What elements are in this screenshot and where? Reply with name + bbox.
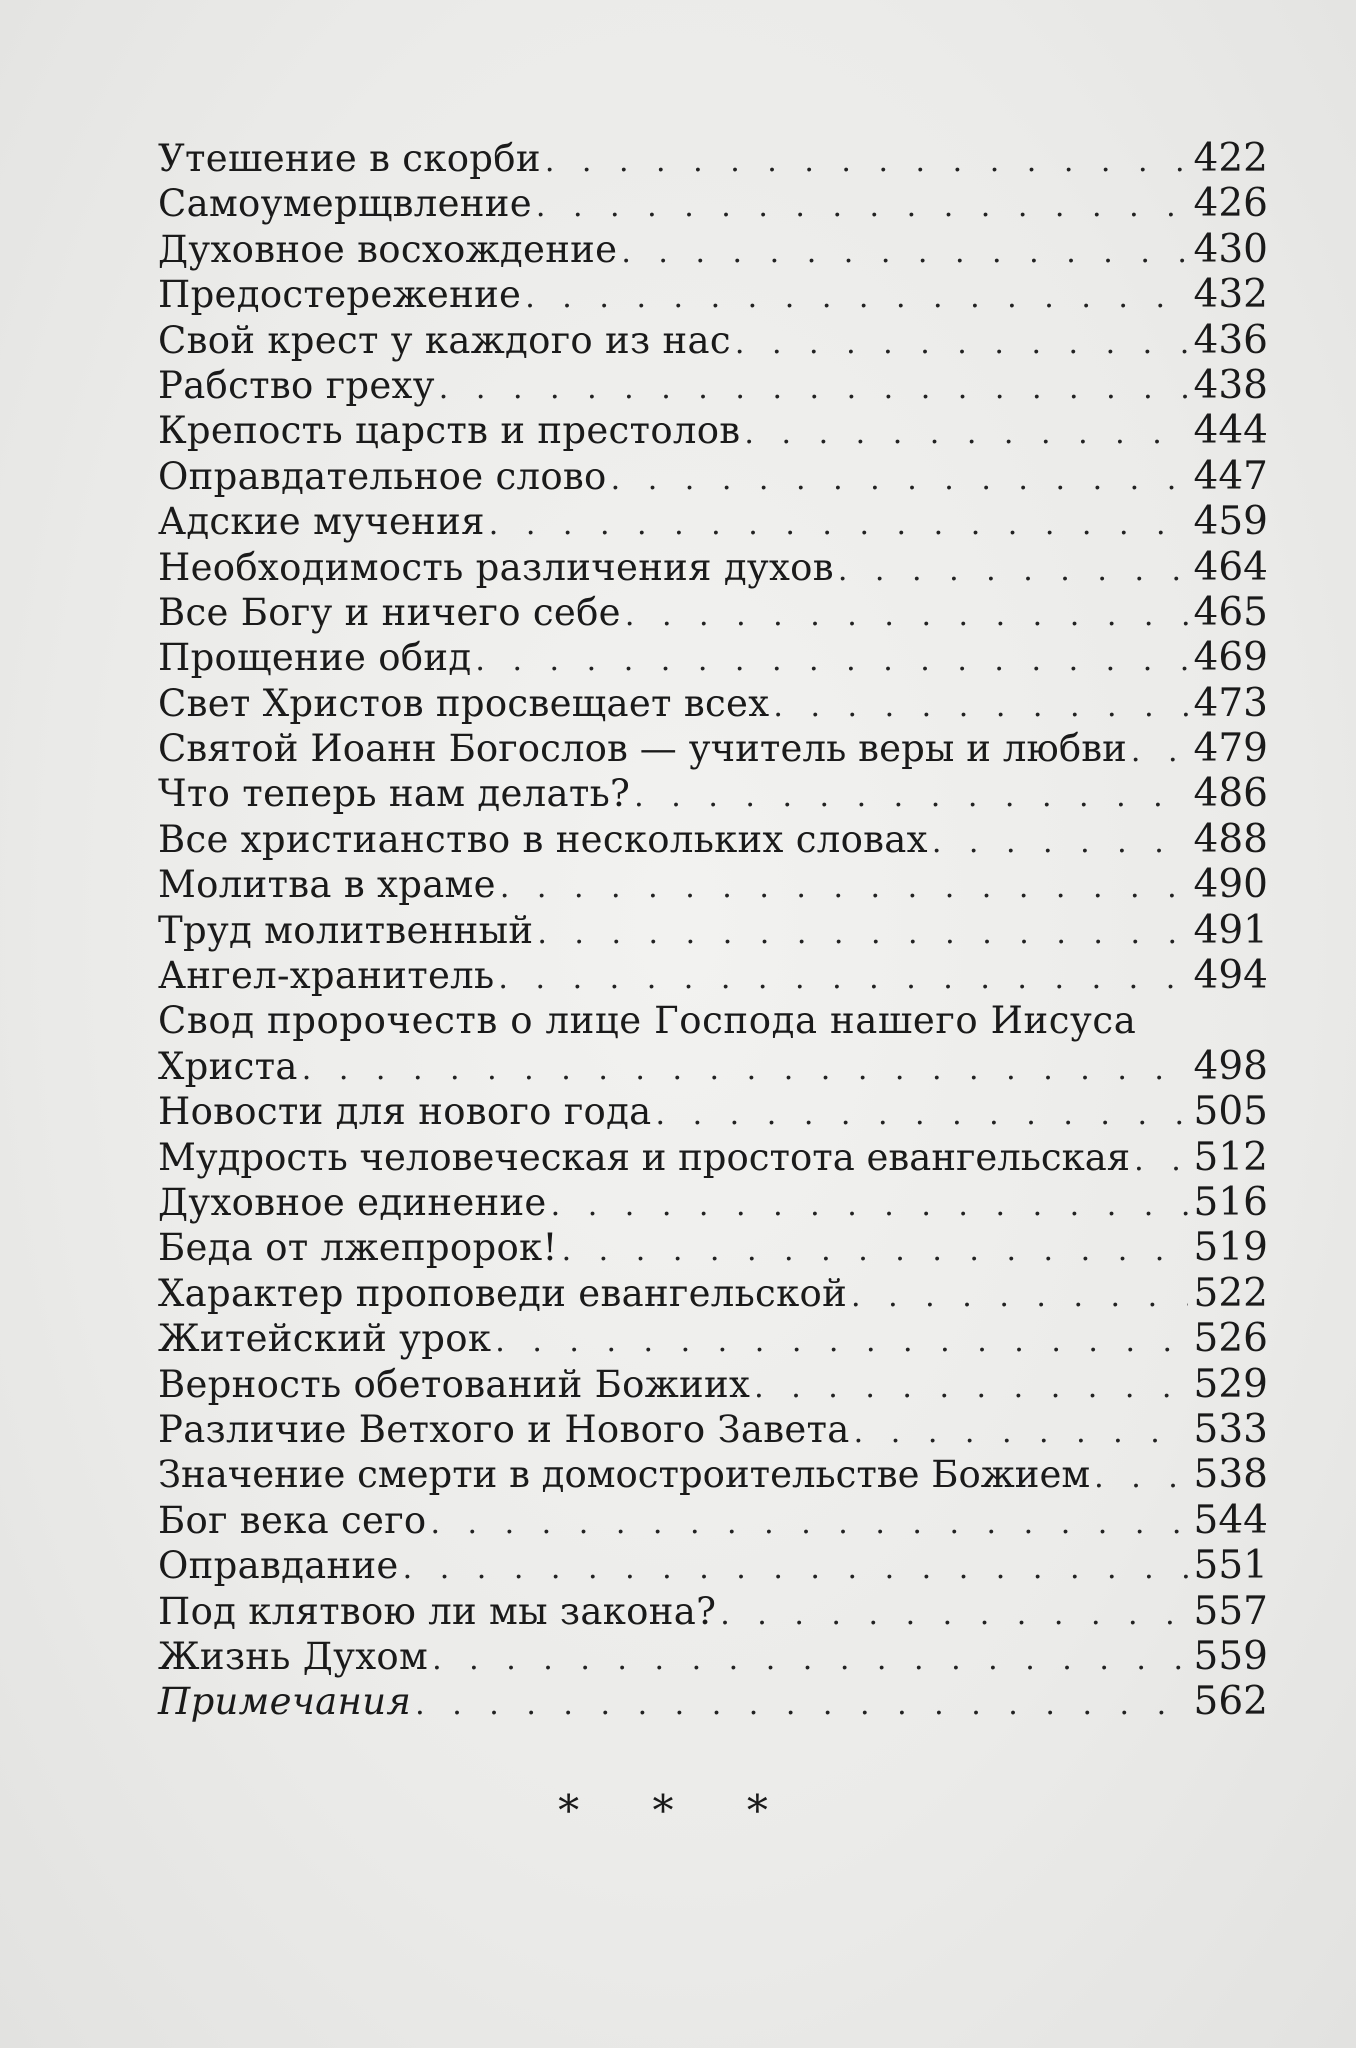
toc-entry[interactable] [158,1543,1268,1588]
toc-entry-title: Различие Ветхого и Нового Завета [158,1407,850,1451]
toc-entry[interactable] [158,590,1268,635]
toc-entry-title: Утешение в скорби [158,137,541,180]
toc-entry-title: Свой крест у каждого из нас [158,318,731,362]
dot-leader [854,1410,1188,1455]
toc-entry[interactable] [158,1225,1268,1270]
toc-entry[interactable] [158,227,1268,272]
toc-entry-title: Необходимость различения духов [158,545,834,589]
toc-entry-page: 465 [1193,589,1268,635]
toc-entry-page: 438 [1193,362,1268,408]
dot-leader [1131,729,1188,774]
toc-entry-page: 544 [1193,1497,1268,1543]
toc-entry[interactable] [158,318,1268,363]
toc-entry-title: Жизнь Духом [158,1634,429,1678]
toc-entry-title: Адские мучения [158,500,485,544]
toc-entry[interactable] [158,681,1268,726]
toc-entry-title: Духовное восхождение [158,227,618,271]
toc-entry-page: 426 [1193,181,1268,227]
toc-entry[interactable] [158,136,1268,181]
toc-entry-title: Предостережение [158,273,522,317]
dot-leader [536,184,1188,229]
table-of-contents [158,136,1268,1725]
toc-entry-title: Крепость царств и престолов [158,409,741,453]
toc-entry-page: 526 [1193,1316,1268,1362]
toc-entry[interactable] [158,1180,1268,1225]
toc-entry-title: Труд молитвенный [158,908,534,952]
dot-leader [621,230,1187,275]
toc-entry-title: Прощение обид [158,636,472,680]
toc-entry-page: 551 [1193,1543,1268,1589]
toc-entry-page: 422 [1193,136,1268,181]
toc-entry[interactable] [158,998,1268,1043]
toc-entry-title: Мудрость человеческая и простота евангельская [158,1135,1131,1179]
toc-entry-title: Оправдательное слово [158,454,607,498]
toc-entry[interactable] [158,953,1268,998]
dot-leader [403,1546,1188,1591]
toc-entry-page: 464 [1193,544,1268,590]
toc-entry[interactable] [158,635,1268,680]
dot-leader [735,321,1188,366]
dot-leader [495,1319,1187,1364]
dot-leader [489,502,1188,547]
toc-entry-page: 490 [1193,862,1268,908]
toc-entry[interactable] [158,408,1268,453]
toc-entry-title: Свод пророчеств о лице Господа нашего Иисуса [158,999,1137,1043]
toc-entry[interactable] [158,1498,1268,1543]
toc-entry[interactable] [158,363,1268,408]
toc-entry-title: Духовное единение [158,1180,547,1224]
toc-entry[interactable] [158,1316,1268,1361]
toc-entry-title: Святой Иоанн Богослов — учитель веры и любви [158,727,1127,771]
toc-entry[interactable] [158,1135,1268,1180]
dot-leader [611,457,1188,502]
toc-entry-page: 447 [1193,453,1268,499]
toc-entry[interactable] [158,908,1268,953]
dot-leader [932,820,1188,865]
dot-leader [744,411,1187,456]
dot-leader [525,275,1187,320]
toc-entry-title: Характер проповеди евангельской [158,1271,848,1315]
toc-entry-title: Бог века сего [158,1498,427,1542]
dot-leader [773,684,1187,729]
dot-leader [851,1274,1188,1319]
toc-entry-title: Житейский урок [158,1317,492,1361]
dot-leader [754,1365,1187,1410]
toc-entry-continuation[interactable] [158,1044,1268,1089]
toc-entry-page: 430 [1193,226,1268,272]
toc-entry[interactable] [158,726,1268,771]
toc-entry-page: 512 [1193,1134,1268,1180]
toc-entry[interactable] [158,1634,1268,1679]
dot-leader [500,865,1188,910]
toc-entry-title: Беда от лжепророк! [158,1226,558,1270]
toc-entry[interactable] [158,272,1268,317]
toc-entry-page: 488 [1193,816,1268,862]
toc-entry-title: Самоумерщвление [158,182,532,226]
dot-leader [720,1592,1187,1637]
toc-entry-page: 559 [1193,1633,1268,1679]
toc-entry-page: 491 [1193,907,1268,953]
toc-entry-page: 538 [1193,1452,1268,1498]
toc-entry-page: 436 [1193,317,1268,363]
toc-entry-title: Все Богу и ничего себе [158,590,621,634]
dot-leader [545,139,1188,184]
dot-leader [634,774,1187,819]
toc-entry[interactable] [158,1271,1268,1316]
toc-entry-title: Молитва в храме [158,863,496,907]
toc-entry-title: Примечания [158,1680,412,1724]
section-ornament: * * * [558,1786,798,1835]
dot-leader [432,1637,1187,1682]
toc-entry[interactable] [158,771,1268,816]
toc-entry-title: Значение смерти в домостроительстве Божием [158,1453,1091,1497]
toc-entry[interactable] [158,1089,1268,1134]
toc-entry-title: Все христианство в нескольких словах [158,817,928,861]
dot-leader [475,638,1187,683]
toc-entry-page: 486 [1193,771,1268,817]
dot-leader [439,366,1188,411]
toc-entry-page: 479 [1193,726,1268,772]
dot-leader [415,1682,1187,1727]
dot-leader [656,1092,1188,1137]
toc-entry[interactable] [158,862,1268,907]
toc-entry[interactable] [158,454,1268,499]
toc-entry-page: 459 [1193,499,1268,545]
toc-entry-page: 519 [1193,1225,1268,1271]
toc-entry-title: Ангел-хранитель [158,954,495,998]
toc-entry-page: 505 [1193,1089,1268,1135]
toc-entry[interactable] [158,1362,1268,1407]
toc-entry-page: 432 [1193,272,1268,318]
toc-entry-page: 562 [1193,1679,1268,1725]
toc-entry-title: Верность обетований Божиих [158,1362,751,1406]
toc-entry-title: Свет Христов просвещает всех [158,681,770,725]
toc-entry[interactable] [158,1407,1268,1452]
toc-entry[interactable] [158,817,1268,862]
toc-entry[interactable] [158,1589,1268,1634]
toc-entry-page: 494 [1193,953,1268,999]
dot-leader [1094,1455,1187,1500]
dot-leader [1134,1138,1187,1183]
dot-leader [838,548,1188,593]
toc-entry-title: Христа [158,1044,298,1088]
toc-entry-title: Рабство греху [158,363,435,407]
toc-entry-page: 557 [1193,1588,1268,1634]
toc-entry-page: 516 [1193,1179,1268,1225]
dot-leader [430,1501,1187,1546]
toc-entry-page: 469 [1193,635,1268,681]
dot-leader [537,911,1187,956]
dot-leader [498,956,1187,1001]
toc-entry-page: 522 [1193,1270,1268,1316]
toc-entry-title: Под клятвою ли мы закона? [158,1589,717,1633]
toc-entry[interactable] [158,1452,1268,1497]
toc-entry-page: 473 [1193,680,1268,726]
toc-entry-title: Что теперь нам делать? [158,772,631,816]
dot-leader [562,1228,1188,1273]
toc-entry-notes[interactable] [158,1679,1268,1724]
toc-entry-page: 444 [1193,408,1268,454]
toc-entry-title: Оправдание [158,1544,399,1588]
toc-entry-page: 498 [1193,1043,1268,1089]
toc-entry[interactable] [158,545,1268,590]
dot-leader [551,1183,1188,1228]
toc-entry-page: 533 [1193,1406,1268,1452]
toc-entry[interactable] [158,181,1268,226]
dot-leader [302,1047,1188,1092]
dot-leader [625,593,1188,638]
toc-entry-title: Новости для нового года [158,1090,652,1134]
toc-entry-page: 529 [1193,1361,1268,1407]
toc-entry[interactable] [158,499,1268,544]
